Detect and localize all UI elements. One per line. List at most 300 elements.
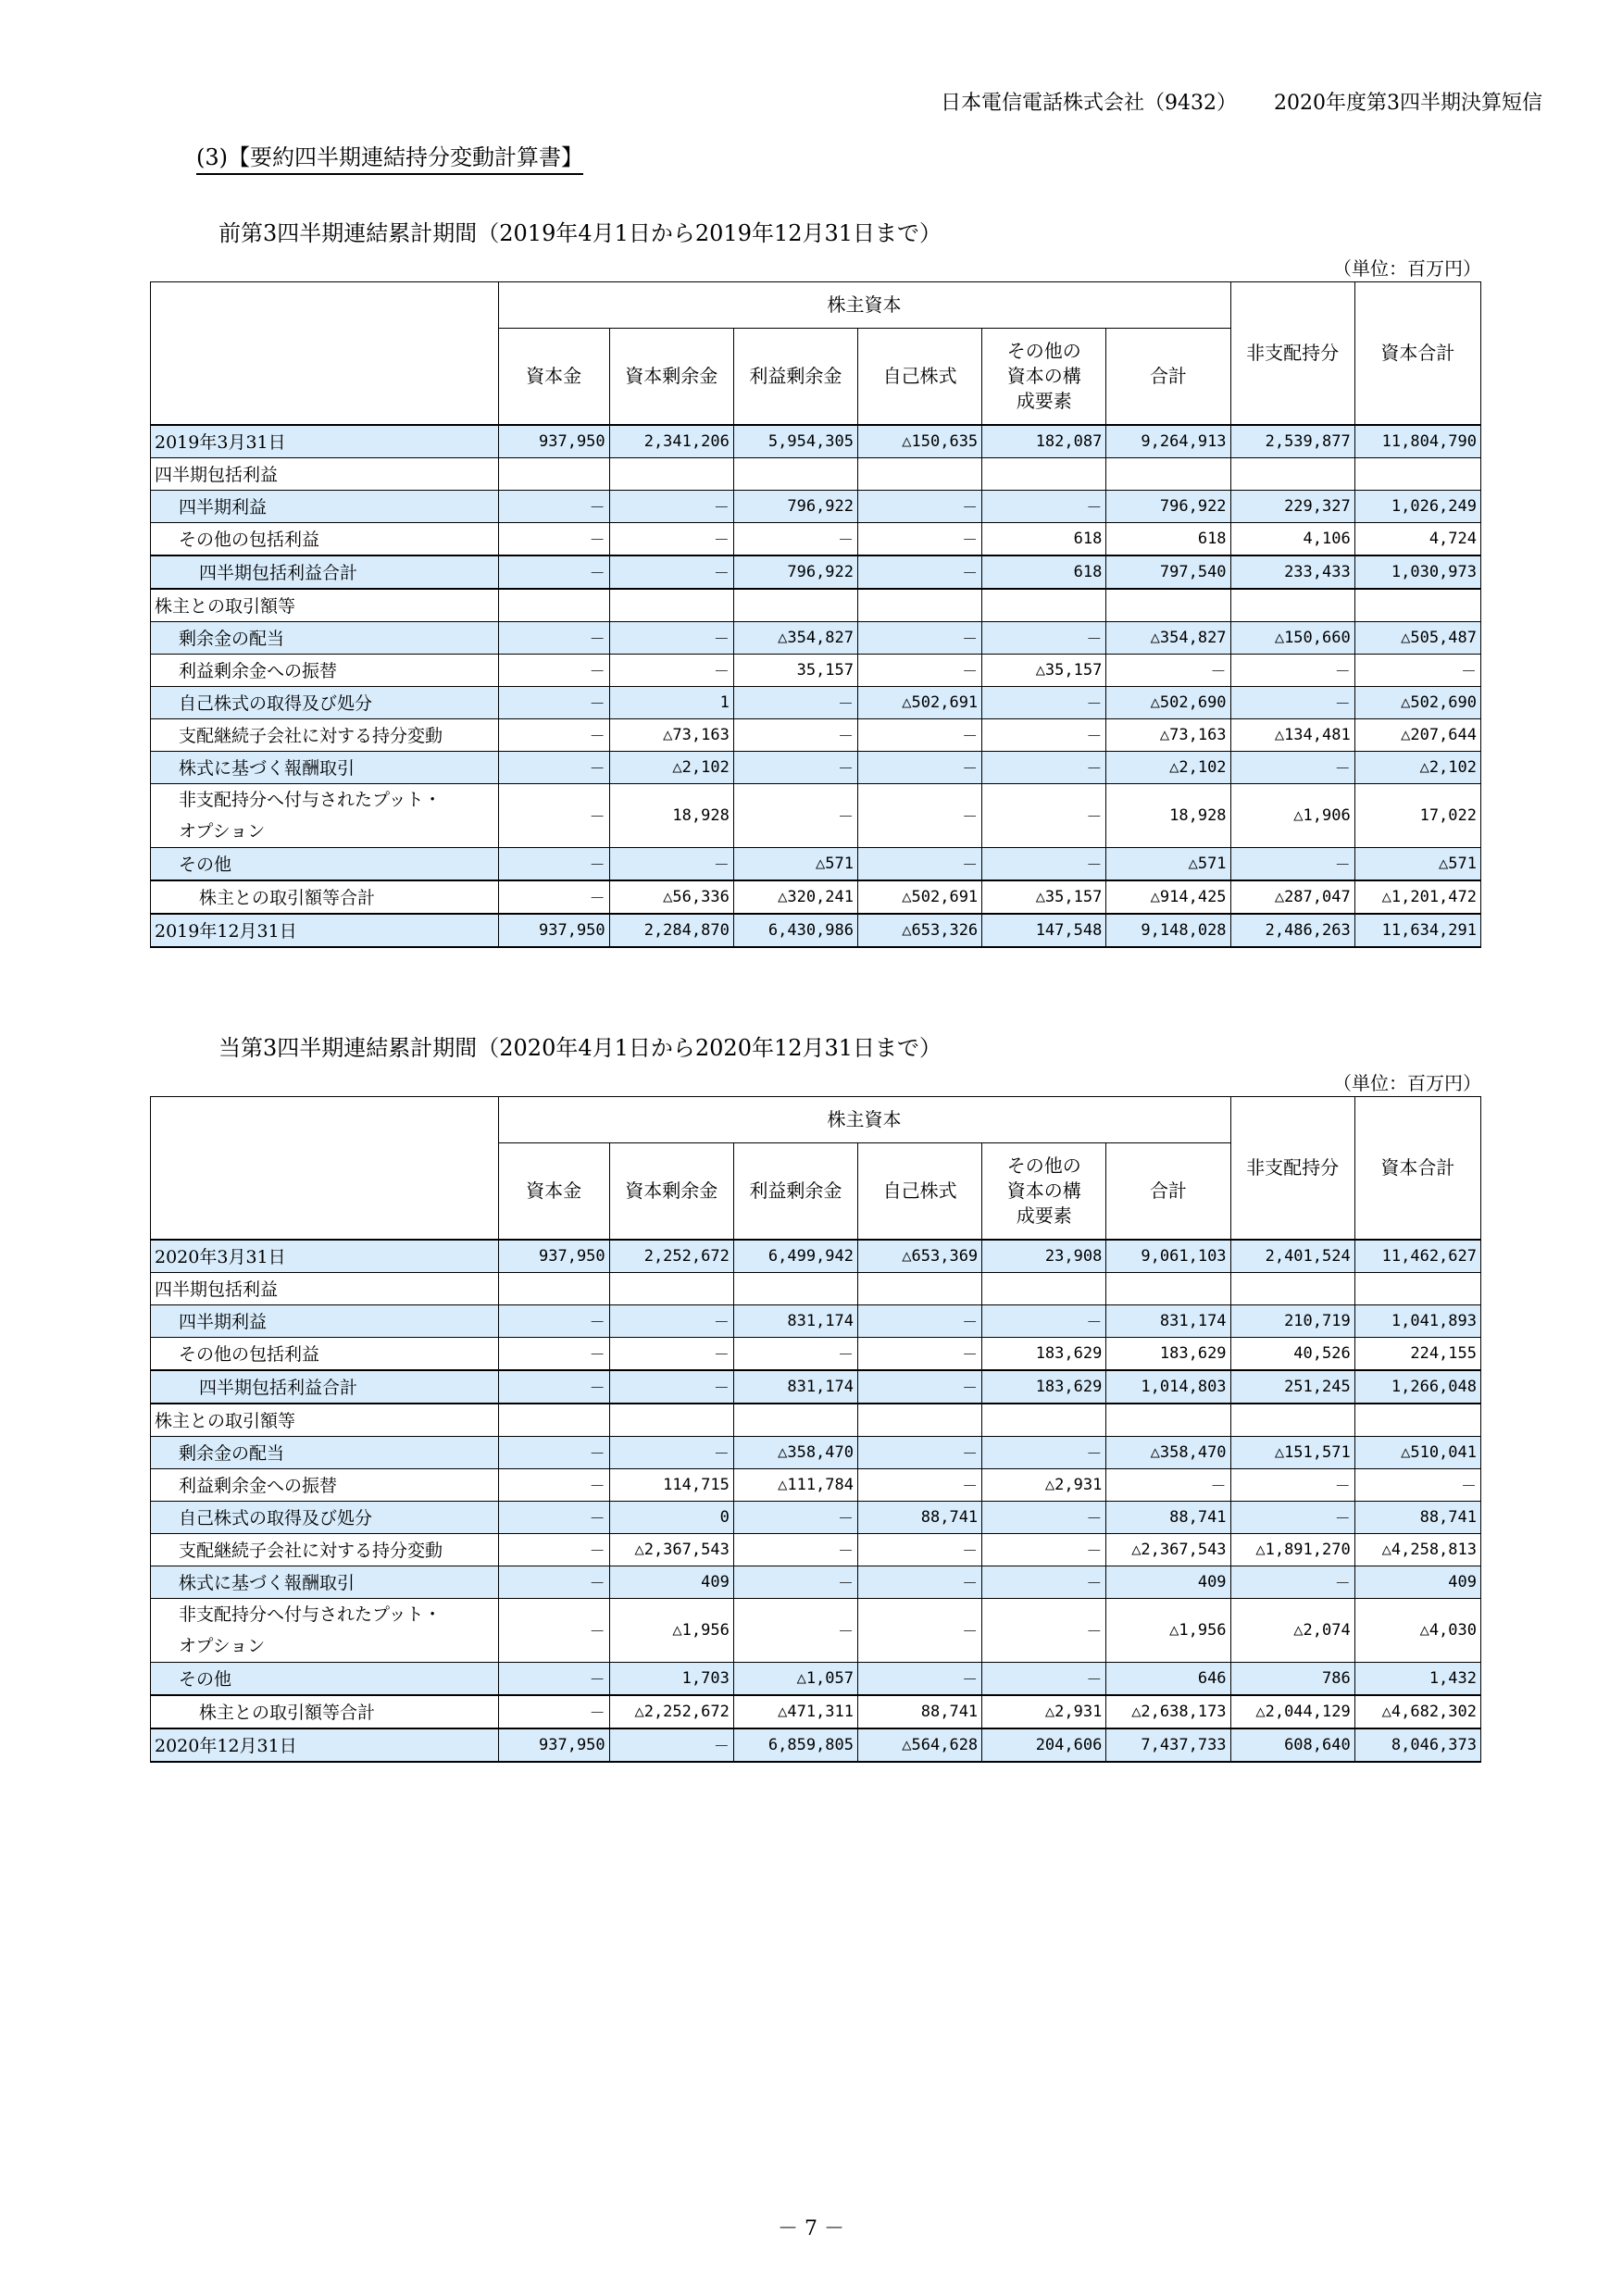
cell-value: 1,432 (1354, 1662, 1480, 1695)
cell-value: － (1230, 1468, 1354, 1501)
transactions-header-row (151, 589, 1481, 622)
cell-value: － (858, 718, 982, 751)
cell-value: △134,481 (1230, 718, 1354, 751)
cell-value: 4,724 (1354, 522, 1480, 555)
cell-value: － (982, 1501, 1106, 1533)
cell-value: － (498, 783, 609, 847)
cell-value: △354,827 (1106, 621, 1230, 654)
cell-value: 831,174 (1106, 1304, 1230, 1337)
cell-value: － (498, 751, 609, 783)
cell-value: 796,922 (1106, 490, 1230, 522)
cell-value: － (982, 751, 1106, 783)
cell-value: △510,041 (1354, 1436, 1480, 1468)
row-label: その他の包括利益 (151, 1337, 499, 1370)
cell-value: － (733, 686, 857, 718)
cell-value: 251,245 (1230, 1370, 1354, 1404)
cell-empty (498, 457, 609, 490)
cell-value: － (858, 1337, 982, 1370)
cell-empty (609, 1272, 733, 1304)
cell-value: － (609, 555, 733, 589)
cell-value: △1,201,472 (1354, 880, 1480, 914)
cell-value: 1,266,048 (1354, 1370, 1480, 1404)
cell-value: △2,931 (982, 1695, 1106, 1728)
cell-value: 2,539,877 (1230, 425, 1354, 458)
cell-value: 88,741 (1106, 1501, 1230, 1533)
row-label: 剰余金の配当 (151, 621, 499, 654)
cell-value: △2,102 (609, 751, 733, 783)
cell-value: 9,148,028 (1106, 914, 1230, 947)
cell-value: － (858, 1436, 982, 1468)
cell-value: 88,741 (858, 1501, 982, 1533)
cell-value: 11,634,291 (1354, 914, 1480, 947)
cell-value: － (498, 522, 609, 555)
cell-value: － (858, 1468, 982, 1501)
dividends-row (151, 1436, 1481, 1468)
header-blank (151, 1097, 499, 1240)
cell-value: － (498, 1533, 609, 1566)
comprehensive-income-total-row (151, 1370, 1481, 1404)
opening-balance-row (151, 425, 1481, 458)
cell-value: － (498, 1566, 609, 1598)
header-other-components: その他の 資本の構 成要素 (982, 1143, 1106, 1240)
cell-value: 937,950 (498, 425, 609, 458)
cell-empty (1354, 1404, 1480, 1437)
cell-value: 11,804,790 (1354, 425, 1480, 458)
row-label: 株主との取引額等合計 (151, 880, 499, 914)
transactions-header-row (151, 1404, 1481, 1437)
cell-value: △2,367,543 (609, 1533, 733, 1566)
cell-value: － (858, 1304, 982, 1337)
cell-value: － (498, 1662, 609, 1695)
treasury-stock-row (151, 686, 1481, 718)
cell-value: 2,401,524 (1230, 1240, 1354, 1273)
cell-empty (858, 1272, 982, 1304)
cell-value: － (858, 555, 982, 589)
cell-value: － (982, 847, 1106, 880)
row-label: 株主との取引額等合計 (151, 1695, 499, 1728)
cell-value: △571 (1354, 847, 1480, 880)
cell-empty (858, 1404, 982, 1437)
cell-value: △4,682,302 (1354, 1695, 1480, 1728)
cell-value: △207,644 (1354, 718, 1480, 751)
cell-empty (1354, 1272, 1480, 1304)
header-total-equity: 資本合計 (1354, 282, 1480, 425)
row-label: その他の包括利益 (151, 522, 499, 555)
cell-value: － (1230, 654, 1354, 686)
cell-empty (498, 589, 609, 622)
cell-value: △354,827 (733, 621, 857, 654)
header-capital: 資本金 (498, 1143, 609, 1240)
cell-value: △2,252,672 (609, 1695, 733, 1728)
cell-value: △320,241 (733, 880, 857, 914)
cell-value: 18,928 (609, 783, 733, 847)
cell-empty (498, 1404, 609, 1437)
cell-value: － (858, 522, 982, 555)
cell-empty (1354, 589, 1480, 622)
unit-label-prior: （単位：百万円） (1333, 257, 1481, 280)
header-non-controlling: 非支配持分 (1230, 1097, 1354, 1240)
cell-value: － (609, 1337, 733, 1370)
cell-value: － (858, 1598, 982, 1662)
header-shareholders-equity: 株主資本 (498, 282, 1230, 329)
cell-value: － (1106, 654, 1230, 686)
cell-value: 183,629 (982, 1370, 1106, 1404)
cell-value: △73,163 (609, 718, 733, 751)
cell-empty (858, 589, 982, 622)
cell-value: △914,425 (1106, 880, 1230, 914)
cell-value: － (733, 1598, 857, 1662)
cell-value: △4,258,813 (1354, 1533, 1480, 1566)
cell-value: △35,157 (982, 654, 1106, 686)
row-label: 非支配持分へ付与されたプット・ オプション (151, 1598, 499, 1662)
cell-empty (982, 1272, 1106, 1304)
cell-value: － (733, 751, 857, 783)
header-treasury-stock: 自己株式 (858, 329, 982, 425)
cell-value: － (858, 1370, 982, 1404)
cell-value: － (498, 1695, 609, 1728)
cell-value: △1,057 (733, 1662, 857, 1695)
cell-value: 831,174 (733, 1304, 857, 1337)
closing-balance-row (151, 914, 1481, 947)
cell-value: 9,264,913 (1106, 425, 1230, 458)
cell-value: － (498, 1501, 609, 1533)
cell-value: △653,326 (858, 914, 982, 947)
cell-value: 5,954,305 (733, 425, 857, 458)
cell-value: 210,719 (1230, 1304, 1354, 1337)
cell-value: △1,891,270 (1230, 1533, 1354, 1566)
cell-value: － (498, 654, 609, 686)
cell-empty (1106, 457, 1230, 490)
row-label: 支配継続子会社に対する持分変動 (151, 1533, 499, 1566)
cell-value: 409 (609, 1566, 733, 1598)
row-label: 四半期利益 (151, 490, 499, 522)
row-label: 四半期包括利益 (151, 457, 499, 490)
cell-value: － (733, 1337, 857, 1370)
header-other-components: その他の 資本の構 成要素 (982, 329, 1106, 425)
period-title-current: 当第3四半期連結累計期間（2020年4月1日から2020年12月31日まで） (218, 1035, 942, 1061)
cell-value: － (609, 654, 733, 686)
cell-value: △35,157 (982, 880, 1106, 914)
row-label: 2020年12月31日 (151, 1728, 499, 1762)
cell-empty (1230, 589, 1354, 622)
cell-value: 88,741 (1354, 1501, 1480, 1533)
row-label: 非支配持分へ付与されたプット・ オプション (151, 783, 499, 847)
other-row (151, 847, 1481, 880)
cell-value: － (498, 1304, 609, 1337)
cell-value: － (982, 783, 1106, 847)
cell-value: 1,026,249 (1354, 490, 1480, 522)
cell-value: 147,548 (982, 914, 1106, 947)
cell-value: － (609, 1728, 733, 1762)
row-label: その他 (151, 847, 499, 880)
cell-value: 17,022 (1354, 783, 1480, 847)
cell-value: △502,691 (858, 686, 982, 718)
cell-value: 1,030,973 (1354, 555, 1480, 589)
row-label: 支配継続子会社に対する持分変動 (151, 718, 499, 751)
cell-value: 646 (1106, 1662, 1230, 1695)
cell-value: 409 (1354, 1566, 1480, 1598)
cell-value: 2,486,263 (1230, 914, 1354, 947)
cell-value: 35,157 (733, 654, 857, 686)
put-option-row (151, 1598, 1481, 1662)
closing-balance-row (151, 1728, 1481, 1762)
cell-value: 1 (609, 686, 733, 718)
cell-value: △571 (1106, 847, 1230, 880)
cell-value: 2,252,672 (609, 1240, 733, 1273)
header-capital-surplus: 資本剰余金 (609, 329, 733, 425)
row-label: 株主との取引額等 (151, 1404, 499, 1437)
row-label: 自己株式の取得及び処分 (151, 686, 499, 718)
cell-empty (982, 589, 1106, 622)
cell-value: 937,950 (498, 1240, 609, 1273)
cell-value: － (498, 686, 609, 718)
header-subtotal: 合計 (1106, 1143, 1230, 1240)
cell-value: 6,499,942 (733, 1240, 857, 1273)
cell-value: △502,690 (1106, 686, 1230, 718)
cell-value: － (982, 1598, 1106, 1662)
transactions-total-row (151, 880, 1481, 914)
cell-value: △653,369 (858, 1240, 982, 1273)
cell-value: － (1230, 1501, 1354, 1533)
cell-value: 831,174 (733, 1370, 857, 1404)
cell-empty (733, 1404, 857, 1437)
row-label: 利益剰余金への振替 (151, 654, 499, 686)
cell-value: △1,956 (1106, 1598, 1230, 1662)
cell-value: △571 (733, 847, 857, 880)
other-comprehensive-income-row (151, 1337, 1481, 1370)
row-label: その他 (151, 1662, 499, 1695)
cell-value: △502,690 (1354, 686, 1480, 718)
cell-value: － (498, 1337, 609, 1370)
cell-empty (733, 1272, 857, 1304)
cell-empty (1230, 1404, 1354, 1437)
cell-value: 796,922 (733, 555, 857, 589)
cell-value: － (858, 847, 982, 880)
share-based-row (151, 751, 1481, 783)
cell-value: △2,102 (1354, 751, 1480, 783)
cell-value: 183,629 (982, 1337, 1106, 1370)
cell-value: 1,041,893 (1354, 1304, 1480, 1337)
cell-value: － (858, 490, 982, 522)
comprehensive-income-header-row (151, 1272, 1481, 1304)
period-title-prior: 前第3四半期連結累計期間（2019年4月1日から2019年12月31日まで） (218, 220, 942, 246)
row-label: 四半期包括利益合計 (151, 1370, 499, 1404)
cell-value: △287,047 (1230, 880, 1354, 914)
cell-value: － (498, 847, 609, 880)
share-based-row (151, 1566, 1481, 1598)
cell-value: － (982, 1533, 1106, 1566)
cell-value: 937,950 (498, 914, 609, 947)
cell-value: － (858, 654, 982, 686)
cell-value: △505,487 (1354, 621, 1480, 654)
row-label: 2020年3月31日 (151, 1240, 499, 1273)
cell-value: △56,336 (609, 880, 733, 914)
cell-value: － (498, 1598, 609, 1662)
cell-empty (609, 589, 733, 622)
cell-value: 9,061,103 (1106, 1240, 1230, 1273)
cell-value: － (982, 718, 1106, 751)
cell-value: 8,046,373 (1354, 1728, 1480, 1762)
cell-value: 937,950 (498, 1728, 609, 1762)
cell-value: 6,859,805 (733, 1728, 857, 1762)
header-shareholders-equity: 株主資本 (498, 1097, 1230, 1143)
cell-value: － (982, 1566, 1106, 1598)
cell-value: 796,922 (733, 490, 857, 522)
cell-value: 204,606 (982, 1728, 1106, 1762)
row-label: 2019年3月31日 (151, 425, 499, 458)
cell-empty (1106, 1404, 1230, 1437)
transactions-total-row (151, 1695, 1481, 1728)
cell-value: △471,311 (733, 1695, 857, 1728)
cell-value: 409 (1106, 1566, 1230, 1598)
section-title: (3)【要約四半期連結持分変動計算書】 (196, 139, 583, 175)
cell-value: 2,284,870 (609, 914, 733, 947)
cell-value: 233,433 (1230, 555, 1354, 589)
header-capital-surplus: 資本剰余金 (609, 1143, 733, 1240)
cell-value: － (733, 718, 857, 751)
cell-value: － (498, 1370, 609, 1404)
cell-value: △358,470 (733, 1436, 857, 1468)
cell-value: △1,956 (609, 1598, 733, 1662)
cell-value: － (733, 1566, 857, 1598)
cell-value: △2,074 (1230, 1598, 1354, 1662)
cell-value: － (733, 1533, 857, 1566)
cell-value: － (982, 621, 1106, 654)
cell-value: － (1230, 1566, 1354, 1598)
cell-value: △358,470 (1106, 1436, 1230, 1468)
cell-value: － (609, 490, 733, 522)
cell-value: － (733, 783, 857, 847)
cell-value: 18,928 (1106, 783, 1230, 847)
cell-empty (609, 1404, 733, 1437)
cell-empty (1230, 457, 1354, 490)
cell-empty (1230, 1272, 1354, 1304)
cell-value: △151,571 (1230, 1436, 1354, 1468)
row-label: 2019年12月31日 (151, 914, 499, 947)
cell-value: － (982, 1662, 1106, 1695)
cell-empty (733, 457, 857, 490)
unit-label-current: （単位：百万円） (1333, 1072, 1481, 1094)
cell-value: 11,462,627 (1354, 1240, 1480, 1273)
cell-value: － (609, 1436, 733, 1468)
cell-empty (498, 1272, 609, 1304)
comprehensive-income-total-row (151, 555, 1481, 589)
cell-value: － (609, 621, 733, 654)
row-label: 利益剰余金への振替 (151, 1468, 499, 1501)
cell-value: 1,703 (609, 1662, 733, 1695)
cell-value: △502,691 (858, 880, 982, 914)
header-retained-earnings: 利益剰余金 (733, 329, 857, 425)
cell-value: 229,327 (1230, 490, 1354, 522)
cell-value: △2,367,543 (1106, 1533, 1230, 1566)
header-total-equity: 資本合計 (1354, 1097, 1480, 1240)
cell-value: 7,437,733 (1106, 1728, 1230, 1762)
cell-empty (1106, 589, 1230, 622)
cell-value: 114,715 (609, 1468, 733, 1501)
other-row (151, 1662, 1481, 1695)
cell-value: 224,155 (1354, 1337, 1480, 1370)
comprehensive-income-header-row (151, 457, 1481, 490)
cell-value: 6,430,986 (733, 914, 857, 947)
cell-value: － (609, 847, 733, 880)
cell-value: － (1230, 751, 1354, 783)
header-capital: 資本金 (498, 329, 609, 425)
transfer-row (151, 654, 1481, 686)
report-title: 2020年度第3四半期決算短信 (1274, 92, 1542, 115)
cell-value: － (498, 1436, 609, 1468)
cell-value: － (498, 490, 609, 522)
cell-value: △2,638,173 (1106, 1695, 1230, 1728)
header-retained-earnings: 利益剰余金 (733, 1143, 857, 1240)
cell-value: △111,784 (733, 1468, 857, 1501)
other-comprehensive-income-row (151, 522, 1481, 555)
cell-value: △2,044,129 (1230, 1695, 1354, 1728)
cell-value: 183,629 (1106, 1337, 1230, 1370)
cell-value: 618 (982, 522, 1106, 555)
page-header (941, 87, 1542, 116)
row-label: 株式に基づく報酬取引 (151, 1566, 499, 1598)
cell-value: － (498, 1468, 609, 1501)
cell-empty (982, 1404, 1106, 1437)
cell-value: 23,908 (982, 1240, 1106, 1273)
cell-value: △150,660 (1230, 621, 1354, 654)
cell-value: △4,030 (1354, 1598, 1480, 1662)
opening-balance-row (151, 1240, 1481, 1273)
cell-value: － (733, 522, 857, 555)
header-blank (151, 282, 499, 425)
cell-empty (1354, 457, 1480, 490)
cell-value: 40,526 (1230, 1337, 1354, 1370)
cell-value: 4,106 (1230, 522, 1354, 555)
header-non-controlling: 非支配持分 (1230, 282, 1354, 425)
cell-value: － (1230, 847, 1354, 880)
cell-value: △1,906 (1230, 783, 1354, 847)
cell-value: 1,014,803 (1106, 1370, 1230, 1404)
cell-value: △2,931 (982, 1468, 1106, 1501)
cell-empty (733, 589, 857, 622)
cell-value: 786 (1230, 1662, 1354, 1695)
cell-value: － (858, 1566, 982, 1598)
row-label: 自己株式の取得及び処分 (151, 1501, 499, 1533)
cell-empty (609, 457, 733, 490)
row-label: 四半期利益 (151, 1304, 499, 1337)
cell-value: － (733, 1501, 857, 1533)
cell-value: － (1230, 686, 1354, 718)
header-subtotal: 合計 (1106, 329, 1230, 425)
cell-value: 182,087 (982, 425, 1106, 458)
cell-value: 608,640 (1230, 1728, 1354, 1762)
cell-value: － (858, 783, 982, 847)
transfer-row (151, 1468, 1481, 1501)
cell-value: － (498, 718, 609, 751)
cell-value: △564,628 (858, 1728, 982, 1762)
cell-value: － (982, 686, 1106, 718)
cell-value: △2,102 (1106, 751, 1230, 783)
dividends-row (151, 621, 1481, 654)
header-treasury-stock: 自己株式 (858, 1143, 982, 1240)
cell-value: － (982, 1436, 1106, 1468)
cell-value: 618 (982, 555, 1106, 589)
net-income-row (151, 490, 1481, 522)
cell-value: － (858, 1662, 982, 1695)
cell-value: － (858, 1533, 982, 1566)
treasury-stock-row (151, 1501, 1481, 1533)
cell-value: 797,540 (1106, 555, 1230, 589)
cell-value: － (982, 1304, 1106, 1337)
cell-empty (982, 457, 1106, 490)
cell-empty (1106, 1272, 1230, 1304)
cell-value: － (609, 522, 733, 555)
